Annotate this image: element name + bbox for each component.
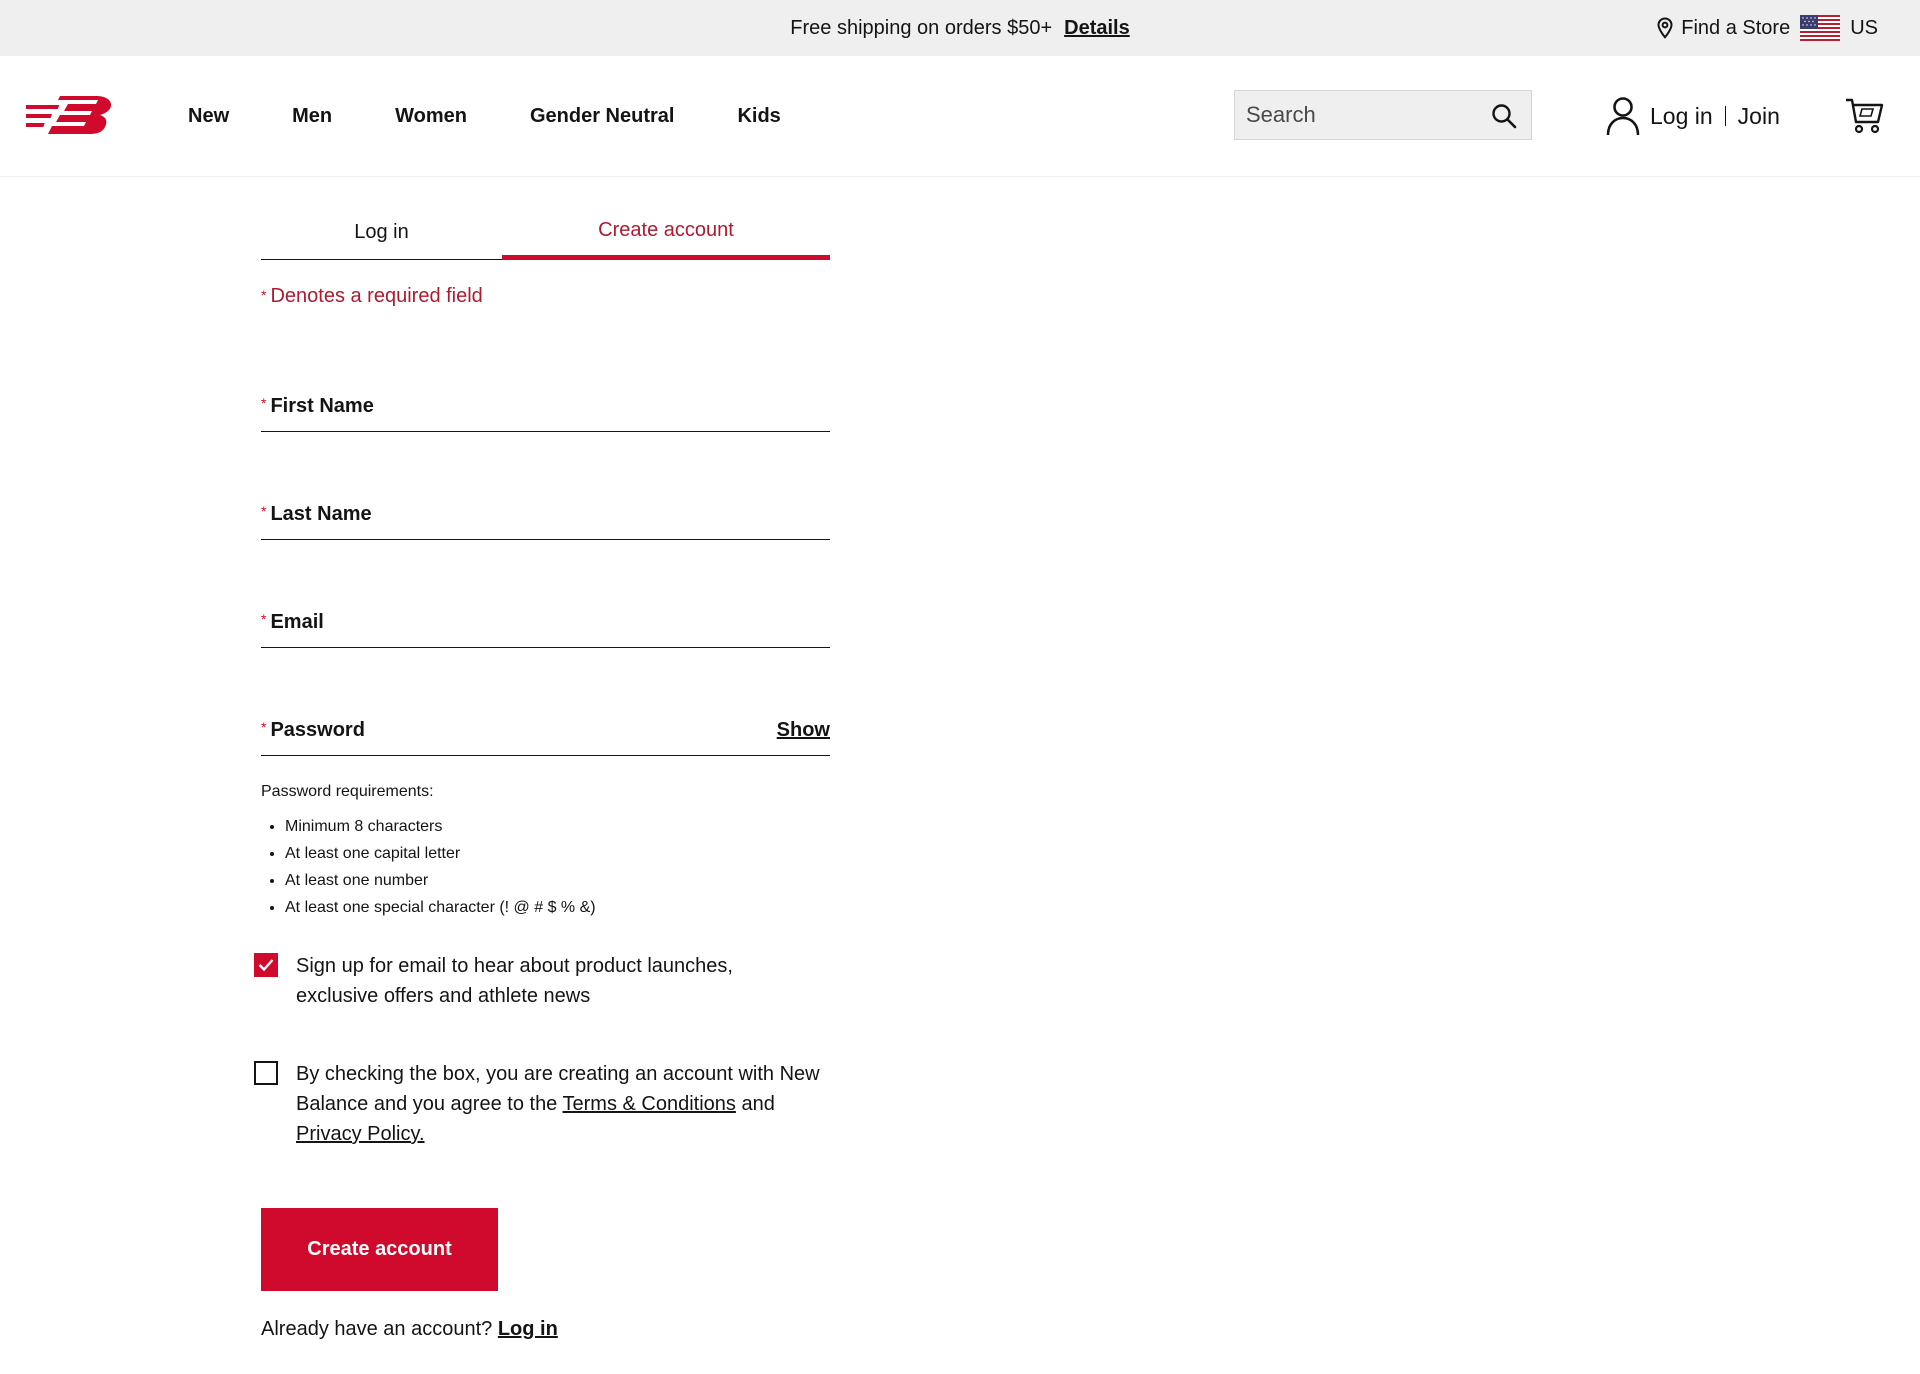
already-have-account	[261, 1318, 558, 1341]
account-divider	[1725, 106, 1726, 126]
terms-checkbox[interactable]	[254, 1061, 278, 1085]
terms-conditions-link[interactable]: Terms & Conditions	[562, 1093, 736, 1115]
required-star: *	[261, 719, 267, 735]
password-requirement: • Minimum 8 characters	[285, 813, 596, 840]
terms-and-text: and	[741, 1093, 775, 1115]
password-requirement: • At least one capital letter	[285, 840, 596, 867]
promo-right	[1657, 0, 1878, 56]
required-star: *	[261, 503, 267, 519]
password-requirements-title: Password requirements:	[261, 783, 434, 800]
terms-text: By checking the box, you are creating an account with New Balance and you agree to the	[296, 1063, 820, 1115]
required-star: *	[261, 287, 267, 303]
email-optin-row	[254, 951, 844, 1011]
required-field-note	[261, 285, 483, 308]
find-store-label: Find a Store	[1681, 16, 1791, 39]
promo-text: Free shipping on orders $50+	[790, 16, 1053, 39]
auth-tabs	[261, 206, 830, 260]
already-text: Already have an account?	[261, 1318, 493, 1340]
search-icon[interactable]	[1491, 103, 1517, 129]
privacy-policy-link[interactable]: Privacy Policy.	[296, 1123, 425, 1145]
account-links	[1606, 96, 1780, 136]
nav-gender-neutral[interactable]: Gender Neutral	[529, 104, 675, 127]
password-input[interactable]	[261, 709, 781, 755]
nav-new[interactable]: New	[188, 104, 230, 127]
password-requirements-list	[261, 813, 596, 921]
nav-men[interactable]: Men	[292, 104, 333, 127]
first-name-input[interactable]	[261, 385, 830, 431]
nav-kids[interactable]: Kids	[737, 104, 781, 127]
required-star: *	[261, 611, 267, 627]
create-account-button[interactable]: Create account	[261, 1208, 498, 1291]
user-icon[interactable]	[1606, 96, 1640, 136]
email-optin-label: Sign up for email to hear about product launches, exclusive offers and athlete news	[296, 955, 733, 1007]
email-input[interactable]	[261, 601, 830, 647]
password-field[interactable]	[261, 709, 830, 756]
email-field[interactable]	[261, 601, 830, 648]
first-name-label-text: First Name	[270, 395, 374, 417]
tab-login[interactable]: Log in	[354, 221, 409, 243]
last-name-input[interactable]	[261, 493, 830, 539]
us-flag-icon[interactable]	[1800, 15, 1840, 41]
main-nav	[188, 56, 781, 176]
last-name-field[interactable]	[261, 493, 830, 540]
required-note-text: Denotes a required field	[270, 285, 483, 307]
password-requirement: • At least one special character (! @ # $ % &)	[285, 894, 596, 921]
nav-women[interactable]: Women	[395, 104, 467, 127]
header-join-link[interactable]: Join	[1737, 102, 1780, 129]
cart-icon[interactable]	[1845, 96, 1885, 136]
first-name-field[interactable]	[261, 385, 830, 432]
new-balance-logo[interactable]	[26, 92, 112, 138]
checkmark-icon	[258, 958, 274, 972]
tab-create-account[interactable]: Create account	[502, 206, 830, 260]
promo-details-link[interactable]: Details	[1064, 16, 1130, 39]
promo-message	[0, 0, 1920, 56]
already-login-link[interactable]: Log in	[497, 1318, 558, 1340]
password-requirement: • At least one number	[285, 867, 596, 894]
promo-bar	[0, 0, 1920, 56]
last-name-label-text: Last Name	[270, 503, 372, 525]
email-label-text: Email	[270, 611, 324, 633]
email-optin-checkbox[interactable]	[254, 953, 278, 977]
password-label-text: Password	[270, 719, 365, 741]
header-login-link[interactable]: Log in	[1650, 102, 1713, 129]
location-pin-icon	[1657, 17, 1673, 39]
terms-label	[296, 1059, 836, 1149]
required-star: *	[261, 395, 267, 411]
terms-row	[254, 1059, 844, 1149]
find-store-link[interactable]	[1657, 17, 1790, 40]
country-code[interactable]: US	[1850, 16, 1878, 39]
password-requirements	[261, 783, 596, 921]
search-box	[1234, 90, 1532, 140]
search-input[interactable]	[1235, 91, 1486, 139]
site-header	[0, 56, 1920, 177]
show-password-button[interactable]: Show	[776, 719, 830, 741]
